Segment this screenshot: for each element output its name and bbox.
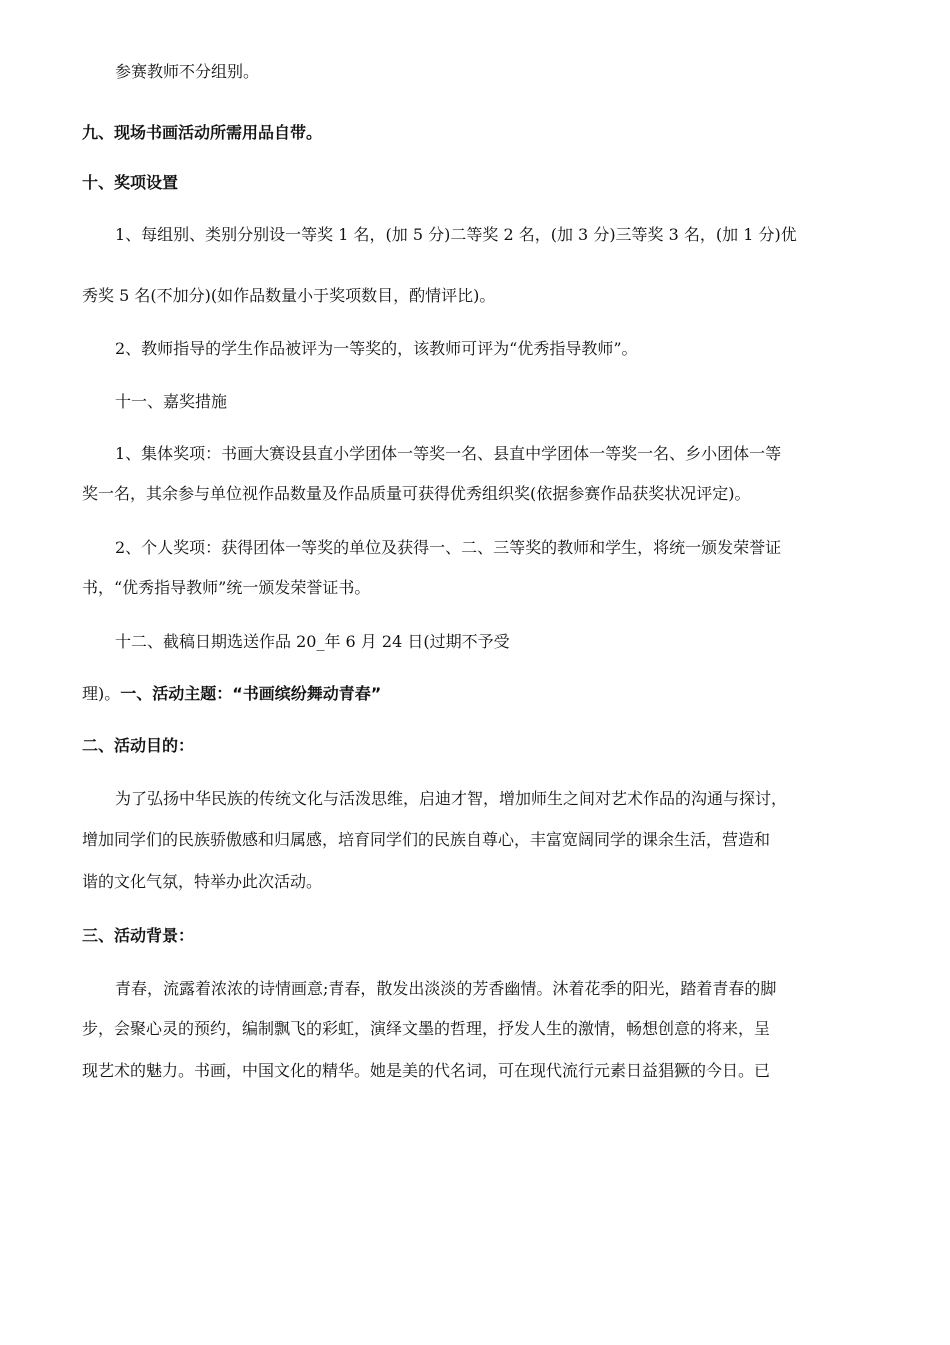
paragraph-line: 奖一名，其余参与单位视作品数量及作品质量可获得优秀组织奖(依据参赛作品获奖状况评定)。	[82, 484, 751, 503]
paragraph-line: 秀奖 5 名(不加分)(如作品数量小于奖项数目，酌情评比)。	[82, 286, 496, 305]
paragraph-tail: 理)。	[82, 684, 121, 703]
paragraph-line: 步，会聚心灵的预约，编制飘飞的彩虹，演绎文墨的哲理，抒发人生的激情，畅想创意的将来，呈	[82, 1019, 771, 1038]
section-heading-11: 十一、嘉奖措施	[115, 392, 228, 411]
paragraph-line: 为了弘扬中华民族的传统文化与活泼思维，启迪才智，增加师生之间对艺术作品的沟通与探讨，	[115, 789, 788, 808]
paragraph-line: 2、教师指导的学生作品被评为一等奖的，该教师可评为“优秀指导教师”。	[115, 339, 638, 358]
section-heading-2: 二、活动目的：	[82, 736, 195, 755]
paragraph-line: 现艺术的魅力。书画，中国文化的精华。她是美的代名词，可在现代流行元素日益猖獗的今日。已	[82, 1061, 771, 1080]
section-heading-3: 三、活动背景：	[82, 926, 195, 945]
paragraph-line: 十二、截稿日期选送作品 20_年 6 月 24 日(过期不予受	[115, 632, 510, 651]
paragraph-line	[82, 684, 381, 704]
section-heading-10: 十、奖项设置	[82, 173, 179, 192]
paragraph-line: 谐的文化气氛，特举办此次活动。	[82, 872, 323, 891]
paragraph-line: 1、集体奖项：书画大赛设县直小学团体一等奖一名、县直中学团体一等奖一名、乡小团体一等	[115, 444, 782, 463]
paragraph-line: 参赛教师不分组别。	[115, 62, 260, 81]
paragraph-line: 1、每组别、类别分别设一等奖 1 名，(加 5 分)二等奖 2 名，(加 3 分)三等奖 3 名，(加 1 分)优	[115, 225, 797, 244]
section-heading-1: 一、活动主题：“书画缤纷舞动青春”	[120, 684, 382, 703]
section-heading-9: 九、现场书画活动所需用品自带。	[82, 123, 323, 142]
paragraph-line: 书，“优秀指导教师”统一颁发荣誉证书。	[82, 578, 371, 597]
paragraph-line: 青春，流露着浓浓的诗情画意;青春，散发出淡淡的芳香幽情。沐着花季的阳光，踏着青春的脚	[115, 979, 777, 998]
paragraph-line: 2、个人奖项：获得团体一等奖的单位及获得一、二、三等奖的教师和学生，将统一颁发荣誉证	[115, 538, 782, 557]
paragraph-line: 增加同学们的民族骄傲感和归属感，培育同学们的民族自尊心，丰富宽阔同学的课余生活，营造和	[82, 830, 771, 849]
